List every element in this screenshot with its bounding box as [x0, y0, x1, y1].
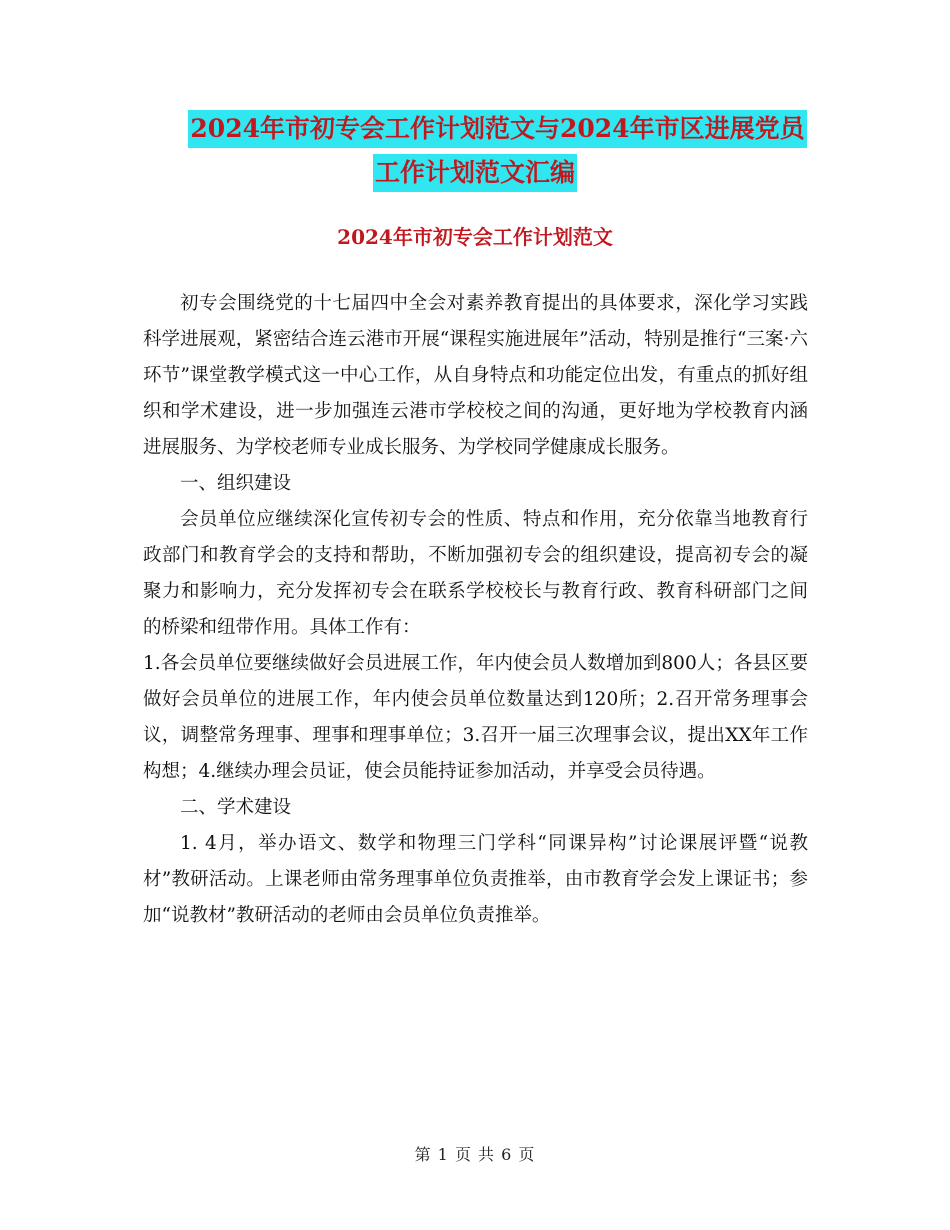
document-title	[0, 110, 950, 198]
document-body	[143, 286, 808, 934]
section-title: 2024年市初专会工作计划范文	[337, 225, 613, 249]
organization-tasks-paragraph: 1.各会员单位要继续做好会员进展工作，年内使会员人数增加到800人；各县区要做好会员单位的进展工作，年内使会员单位数量达到120所；2.召开常务理事会议，调整常务理事、理事和理事单位；3.召开一届三次理事会议，提出XX年工作构想；4.继续办理会员证，使会员能持证参加活动，并享受会员待遇。	[143, 653, 808, 782]
title-line-2	[0, 154, 950, 192]
title-text-1: 2024年市初专会工作计划范文与2024年市区进展党员	[188, 110, 806, 148]
title-text-2: 工作计划范文汇编	[373, 154, 577, 192]
page-footer: 第 1 页 共 6 页	[414, 1145, 536, 1164]
title-line-1	[0, 110, 950, 148]
academic-paragraph: 1. 4月，举办语文、数学和物理三门学科“同课异构”讨论课展评暨“说教材”教研活动。上课老师由常务理事单位负责推举，由市教育学会发上课证书；参加“说教材”教研活动的老师由会员单位负责推举。	[143, 833, 808, 926]
organization-paragraph: 会员单位应继续深化宣传初专会的性质、特点和作用，充分依靠当地教育行政部门和教育学会的支持和帮助，不断加强初专会的组织建设，提高初专会的凝聚力和影响力，充分发挥初专会在联系学校校长与教育行政、教育科研部门之间的桥梁和纽带作用。具体工作有：	[143, 509, 808, 638]
section-heading-academic: 二、学术建设	[180, 797, 292, 818]
intro-paragraph: 初专会围绕党的十七届四中全会对素养教育提出的具体要求，深化学习实践科学进展观，紧密结合连云港市开展“课程实施进展年”活动，特别是推行“三案·六环节”课堂教学模式这一中心工作，从自身特点和功能定位出发，有重点的抓好组织和学术建设，进一步加强连云港市学校校之间的沟通，更好地为学校教育内涵进展服务、为学校老师专业成长服务、为学校同学健康成长服务。	[143, 293, 808, 458]
section-heading-organization: 一、组织建设	[180, 473, 292, 494]
